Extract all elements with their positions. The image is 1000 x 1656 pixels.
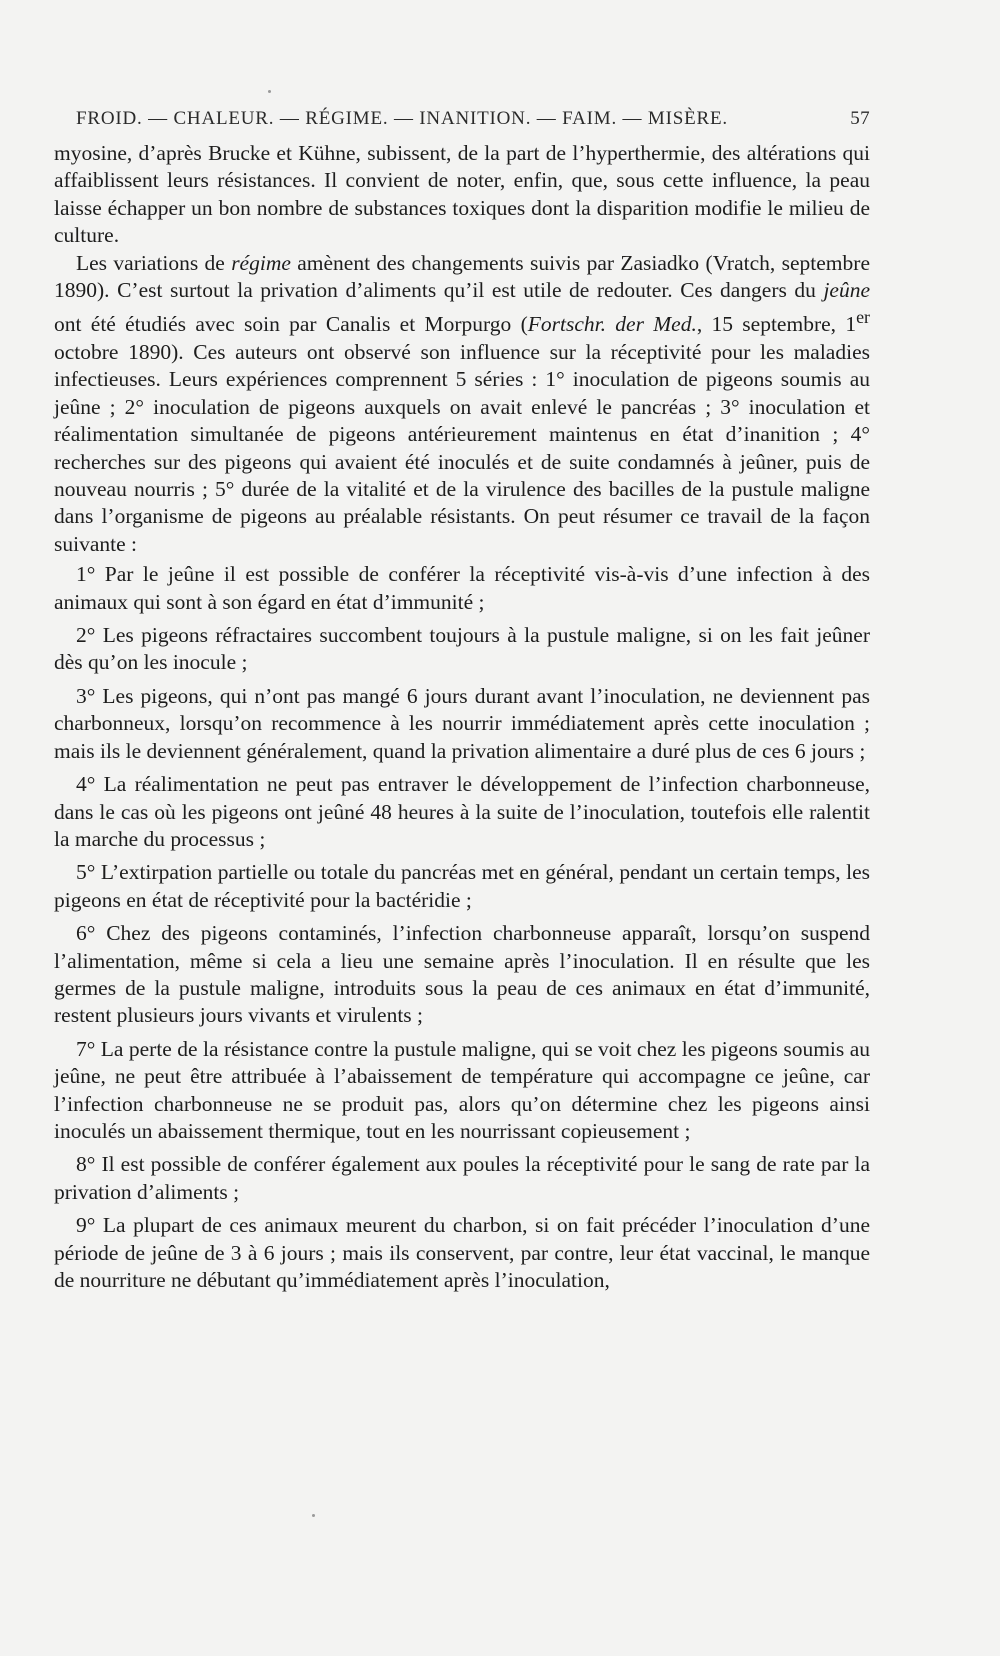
- ink-speck: [312, 1514, 315, 1517]
- list-item: 2° Les pigeons réfractaires succombent toujours à la pustule maligne, si on les fait jeûner dès qu’on les inocule ;: [54, 623, 870, 675]
- running-head: [76, 108, 870, 140]
- text-run: octobre 1890). Ces auteurs ont observé son influence sur la réceptivité pour les maladies infectieuses. Leurs expériences comprennent 5 séries : 1° inoculation de pigeons soumis au jeûne ; 2° inoculation de pigeons auxquels on avait enlevé le pancréas ; 3° inoculation et réalimentation simultanée de pigeons antérieurement maintenus en état d’inanition ; 4° recherches sur des pigeons qui avaient été inoculés et de suite condamnés à jeûner, puis de nouveau nourris ; 5° durée de la vitalité et de la virulence des bacilles de la pustule maligne dans l’organisme de pigeons au préalable résistants. On peut résumer ce travail de la façon suivante :: [54, 340, 870, 556]
- list-item: 7° La perte de la résistance contre la pustule maligne, qui se voit chez les pigeons soumis au jeûne, ne peut être attribuée à l’abaissement de température qui accompagne ce jeûne, car l’infection charbonneuse ne se produit pas, alors qu’on détermine chez les pigeons ainsi inoculés un abaissement thermique, tout en les nourrissant copieusement ;: [54, 1036, 870, 1143]
- list-item: 6° Chez des pigeons contaminés, l’infection charbonneuse apparaît, lorsqu’on suspend l’alimentation, même si cela a lieu une semaine après l’inoculation. Il en résulte que les germes de la pustule maligne, introduits sous la peau de ces animaux en état d’immunité, restent plusieurs jours vivants et virulents ;: [54, 921, 870, 1028]
- list-item: 9° La plupart de ces animaux meurent du charbon, si on fait précéder l’inoculation d’une période de jeûne de 3 à 6 jours ; mais ils conservent, par contre, leur état vaccinal, le manque de nourriture ne débutant qu’immédiatement après l’inoculation,: [54, 1213, 870, 1292]
- text-run: Les variations de: [76, 250, 232, 275]
- ordinal-superscript: er: [856, 307, 870, 328]
- list-item: 5° L’extirpation partielle ou totale du pancréas met en général, pendant un certain temps, les pigeons en état de réceptivité pour la bactéridie ;: [54, 860, 870, 912]
- list-item: 3° Les pigeons, qui n’ont pas mangé 6 jours durant avant l’inoculation, ne deviennent pas charbonneux, lorsqu’on recommence à les nourrir immédiatement après cette inoculation ; mais ils le deviennent généralement, quand la privation alimentaire a duré plus de ces 6 jours ;: [54, 683, 870, 763]
- page-number: 57: [850, 108, 870, 129]
- list-item: 8° Il est possible de conférer également aux poules la réceptivité pour le sang de rate par la privation d’aliments ;: [54, 1152, 870, 1204]
- book-page: [54, 108, 870, 1294]
- running-title: FROID. — CHALEUR. — RÉGIME. — INANITION. — FAIM. — MISÈRE.: [76, 108, 728, 129]
- ink-speck: [268, 90, 271, 93]
- paragraph-regime: [54, 250, 870, 559]
- italic-term-regime: régime: [231, 250, 291, 275]
- body-text: [54, 140, 870, 1294]
- journal-citation: Fortschr. der Med.: [527, 312, 697, 337]
- list-item: 1° Par le jeûne il est possible de conférer la réceptivité vis-à-vis d’une infection à des animaux qui sont à son égard en état d’immunité ;: [54, 562, 870, 614]
- text-run: ont été étudiés avec soin par Canalis et Morpurgo (: [54, 312, 528, 337]
- text-run: , 15 septembre, 1: [696, 312, 857, 337]
- paragraph-continuation: myosine, d’après Brucke et Kühne, subissent, de la part de l’hyperthermie, des altérations qui affaiblissent leurs résistances. Il convient de noter, enfin, que, sous cette influence, la peau laisse échapper un bon nombre de substances toxiques dont la disparition modifie le milieu de culture.: [54, 141, 870, 248]
- list-item: 4° La réalimentation ne peut pas entraver le développement de l’infection charbonneuse, dans le cas où les pigeons ont jeûné 48 heures à la suite de l’inoculation, toutefois elle ralentit la marche du processus ;: [54, 772, 870, 851]
- text-run: amènent des changements suivis par Zasiadko (Vratch, septembre 1890). C’est surtout la privation d’aliments qu’il est utile de redouter. Ces dangers du: [54, 250, 870, 303]
- italic-term-jeune: jeûne: [823, 278, 870, 303]
